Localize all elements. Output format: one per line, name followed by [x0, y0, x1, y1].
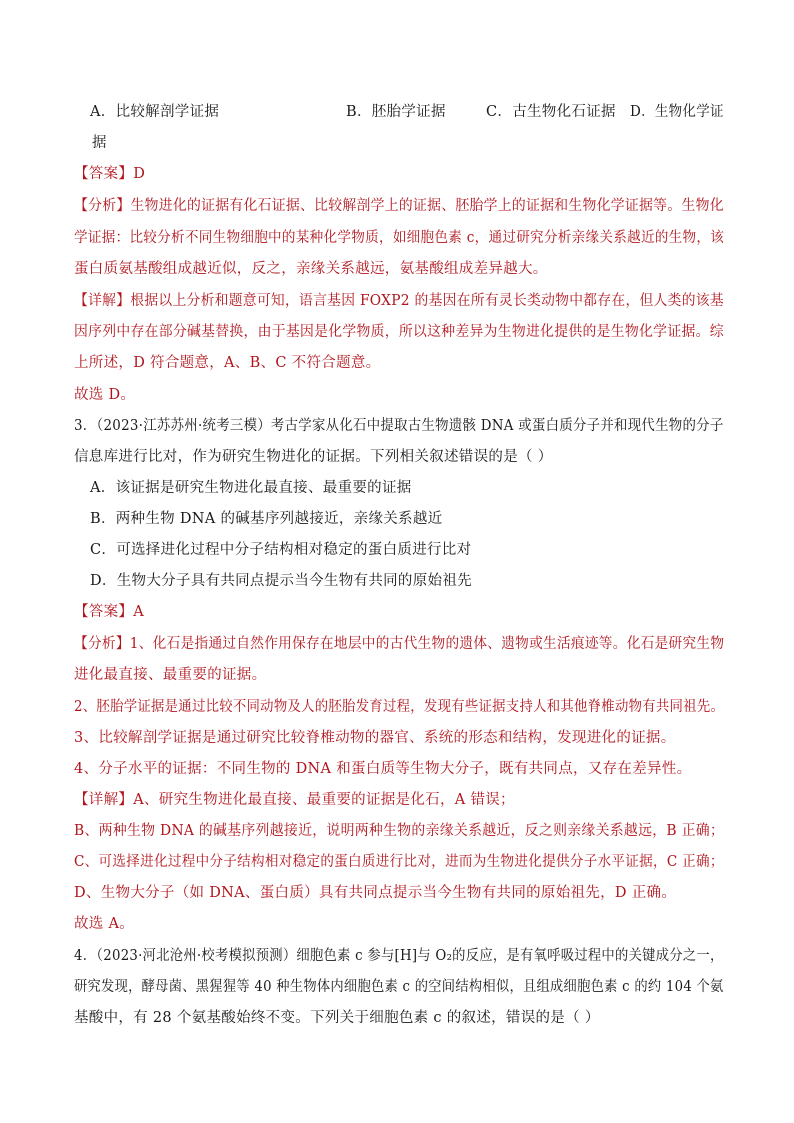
q3-analysis-line-3: 2、胚胎学证据是通过比较不同动物及人的胚胎发育过程，发现有些证据支持人和其他脊椎动物有共同祖先。	[74, 699, 725, 715]
q4-stem-line-1: 4．（2023·河北沧州·校考模拟预测）细胞色素 c 参与[H]与 O₂的反应，是有氧呼吸过程中的关键成分之一，	[74, 948, 724, 964]
q2-analysis-line-2: 学证据：比较分析不同生物细胞中的某种化学物质，如细胞色素 c，通过研究分析亲缘关系越近的生物，该	[74, 230, 725, 246]
q2-option-d: D．生物化学证	[630, 104, 724, 120]
q3-analysis-line-1: 【分析】1、化石是指通过自然作用保存在地层中的古代生物的遗体、遗物或生活痕迹等。化石是研究生物	[74, 636, 725, 652]
q3-option-b: B．两种生物 DNA 的碱基序列越接近，亲缘关系越近	[90, 511, 443, 527]
q3-detail-line-2: B、两种生物 DNA 的碱基序列越接近，说明两种生物的亲缘关系越近，反之则亲缘关系越远，B 正确；	[74, 823, 725, 839]
q2-analysis-line-1: 【分析】生物进化的证据有化石证据、比较解剖学上的证据、胚胎学上的证据和生物化学证据等。生物化	[74, 198, 724, 214]
q2-detail-line-3: 上所述，D 符合题意，A、B、C 不符合题意。	[74, 355, 381, 371]
q3-option-a: A．该证据是研究生物进化最直接、最重要的证据	[90, 480, 412, 496]
q2-option-d-wrap: 据	[92, 135, 107, 151]
q3-detail-line-3: C、可选择进化过程中分子结构相对稳定的蛋白质进行比对，进而为生物进化提供分子水平证据，C 正确；	[74, 854, 724, 870]
q3-analysis-line-5: 4、分子水平的证据：不同生物的 DNA 和蛋白质等生物大分子，既有共同点，又存在差异性。	[74, 761, 692, 777]
q2-conclusion: 故选 D。	[74, 387, 136, 403]
q2-detail-line-1: 【详解】根据以上分析和题意可知，语言基因 FOXP2 的基因在所有灵长类动物中都存在，但人类的该基	[74, 293, 724, 309]
q3-detail-line-4: D、生物大分子（如 DNA、蛋白质）具有共同点提示当今生物有共同的原始祖先，D 正确。	[74, 885, 677, 901]
q2-detail-line-2: 因序列中存在部分碱基替换，由于基因是化学物质，所以这种差异为生物进化提供的是生物化学证据。综	[74, 324, 724, 340]
q3-analysis-line-2: 进化最直接、最重要的证据。	[74, 667, 267, 683]
q2-option-b: B．胚胎学证据	[346, 104, 446, 120]
q2-answer: 【答案】D	[74, 166, 146, 182]
q3-conclusion: 故选 A。	[74, 916, 135, 932]
q3-stem-line-2: 信息库进行比对，作为研究生物进化的证据。下列相关叙述错误的是（ ）	[74, 449, 553, 465]
q3-option-d: D．生物大分子具有共同点提示当今生物有共同的原始祖先	[90, 573, 472, 589]
q3-answer: 【答案】A	[74, 604, 144, 620]
q3-option-c: C．可选择进化过程中分子结构相对稳定的蛋白质进行比对	[90, 542, 472, 558]
q2-option-c: C．古生物化石证据	[486, 104, 616, 120]
q4-stem-line-2: 研究发现，酵母菌、黑猩猩等 40 种生物体内细胞色素 c 的空间结构相似，且组成细胞色素 c 的约 104 个氨	[74, 979, 724, 995]
q3-analysis-line-4: 3、比较解剖学证据是通过研究比较脊椎动物的器官、系统的形态和结构，发现进化的证据。	[74, 730, 676, 746]
q3-stem-line-1: 3．（2023·江苏苏州·统考三模）考古学家从化石中提取古生物遗骸 DNA 或蛋白质分子并和现代生物的分子	[74, 418, 724, 434]
q2-analysis-line-3: 蛋白质氨基酸组成越近似，反之，亲缘关系越远，氨基酸组成差异越大。	[74, 261, 548, 277]
q3-detail-line-1: 【详解】A、研究生物进化最直接、最重要的证据是化石，A 错误；	[74, 792, 515, 808]
q2-option-a: A．比较解剖学证据	[90, 104, 220, 120]
q4-stem-line-3: 基酸中，有 28 个氨基酸始终不变。下列关于细胞色素 c 的叙述，错误的是（ ）	[74, 1010, 600, 1026]
